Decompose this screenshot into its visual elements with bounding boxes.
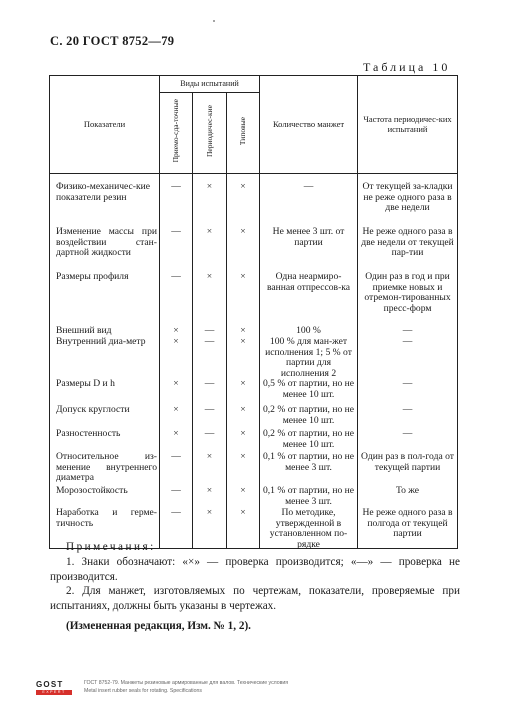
acceptance-mark: — <box>171 226 181 237</box>
type-mark: × <box>240 325 246 336</box>
acceptance-mark: × <box>173 325 179 336</box>
periodic-mark: — <box>204 378 215 389</box>
col-header-type <box>227 93 260 174</box>
indicator-cell: Внешний вид <box>56 325 112 336</box>
note-2: 2. Для манжет, изготовляемых по чертежам, показатели, проверяемые при испытаниях, должны быть указаны в чертежах. <box>50 585 460 613</box>
table-caption: Таблица 10 <box>363 60 451 74</box>
type-mark: × <box>240 404 246 415</box>
col-header-periodic-label: Периодичес-кие <box>204 105 214 158</box>
type-column <box>227 174 260 549</box>
note-1: 1. Знаки обозначают: «×» — проверка производится; «—» — проверка не производится. <box>50 555 460 583</box>
acceptance-mark: — <box>171 507 181 518</box>
indicator-cell: Допуск круглости <box>56 404 130 415</box>
test-table <box>49 75 458 549</box>
footer-title-ru: ГОСТ 8752-79. Манжеты резиновые армированные для валов. Технические условия <box>84 680 289 686</box>
amendment-note: (Измененная редакция, Изм. № 1, 2). <box>66 619 251 632</box>
indicator-cell: Относительное из-менение внутреннего диаметра <box>56 451 157 484</box>
col-header-indicators: Показатели <box>50 76 160 174</box>
indicator-cell: Разностенность <box>56 428 121 439</box>
indicator-cell: Изменение массы при воздействии стан-дартной жидкости <box>56 226 157 259</box>
periodic-mark: — <box>204 336 215 347</box>
indicator-cell: Морозостойкость <box>56 485 128 496</box>
periodic-column <box>193 174 227 549</box>
acceptance-mark: — <box>171 181 181 192</box>
quantity-cell: 0,2 % от партии, но не менее 10 шт. <box>262 428 355 450</box>
frequency-column <box>358 174 458 549</box>
gost-logo-text: GOST <box>36 680 64 689</box>
periodic-mark: — <box>204 325 215 336</box>
col-header-test-types: Виды испытаний <box>160 76 260 93</box>
type-mark: × <box>240 271 246 282</box>
expert-logo-bar: EXPERT <box>36 690 72 695</box>
table-body-row <box>50 174 458 549</box>
frequency-cell: Не реже одного раза в полгода от текущей партии <box>362 507 453 540</box>
quantity-cell: Одна неармиро-ванная отпрессов-ка <box>266 271 351 293</box>
indicator-cell: Размеры профиля <box>56 271 129 282</box>
acceptance-mark: × <box>173 404 179 415</box>
acceptance-mark: — <box>171 451 181 462</box>
notes-title: Примечания: <box>66 541 156 553</box>
frequency-cell: То же <box>395 485 420 496</box>
page-title: С. 20 ГОСТ 8752—79 <box>50 34 175 48</box>
type-mark: × <box>240 378 246 389</box>
col-header-acceptance <box>160 93 193 174</box>
quantity-cell: 0,5 % от партии, но не менее 10 шт. <box>262 378 355 400</box>
acceptance-mark: — <box>171 271 181 282</box>
col-header-periodic <box>193 93 227 174</box>
type-mark: × <box>240 226 246 237</box>
notes-section <box>50 540 460 634</box>
periodic-mark: × <box>206 507 213 518</box>
indicator-column <box>50 174 160 549</box>
col-header-acceptance-label: Приемо-сда-точные <box>171 99 181 163</box>
quantity-cell: 100 % <box>296 325 321 336</box>
type-mark: × <box>240 451 246 462</box>
frequency-cell: — <box>402 325 413 336</box>
quantity-cell: Не менее 3 шт. от партии <box>272 226 345 248</box>
scan-artifact-dot <box>213 20 215 22</box>
footer-title-en: Metal insert rubber seals for rotating. Specifications <box>84 687 202 694</box>
acceptance-column <box>160 174 193 549</box>
col-header-frequency: Частота периодичес-ких испытаний <box>358 76 458 174</box>
type-mark: × <box>240 336 246 347</box>
type-mark: × <box>240 507 246 518</box>
frequency-cell: Не реже одного раза в две недели от текущей пар-тии <box>361 226 454 259</box>
periodic-mark: — <box>204 404 215 415</box>
periodic-mark: — <box>204 428 215 439</box>
indicator-cell: Внутренний диа-метр <box>56 336 146 347</box>
periodic-mark: × <box>206 271 213 282</box>
frequency-cell: Один раз в пол-года от текущей партии <box>361 451 454 473</box>
acceptance-mark: × <box>173 378 179 389</box>
frequency-cell: — <box>402 428 413 439</box>
quantity-column <box>260 174 358 549</box>
frequency-cell: — <box>402 378 413 389</box>
indicator-cell: Наработка и гермe-тичность <box>56 507 157 529</box>
frequency-cell: От текущей за-кладки не реже одного раза в две недели <box>362 181 453 214</box>
col-header-type-label: Типовые <box>238 117 248 146</box>
acceptance-mark: × <box>173 336 179 347</box>
acceptance-mark: — <box>171 485 181 496</box>
quantity-cell: 0,1 % от партии, но не менее 3 шт. <box>262 485 355 507</box>
quantity-cell: 0,2 % от партии, но не менее 10 шт. <box>262 404 355 426</box>
frequency-cell: Один раз в год и при приемке новых и отремон-тированных пресс-форм <box>364 271 451 315</box>
type-mark: × <box>240 485 246 496</box>
indicator-cell: Физико-механичес-кие показатели резин <box>56 181 151 203</box>
footer-text <box>84 680 464 695</box>
type-mark: × <box>240 428 246 439</box>
frequency-cell: — <box>402 404 413 415</box>
periodic-mark: × <box>206 451 213 462</box>
acceptance-mark: × <box>173 428 179 439</box>
quantity-cell: 0,1 % от партии, но не менее 3 шт. <box>262 451 355 473</box>
quantity-cell: По методике, утвержденной в установленном по-рядке <box>269 507 348 551</box>
col-header-quantity: Количество манжет <box>260 76 358 174</box>
type-mark: × <box>240 181 246 192</box>
periodic-mark: × <box>206 226 213 237</box>
quantity-cell: 100 % для ман-жет исполнения 1; 5 % от партии для исполнения 2 <box>265 336 352 380</box>
periodic-mark: × <box>206 181 213 192</box>
quantity-cell: — <box>303 181 314 192</box>
frequency-cell: — <box>402 336 413 347</box>
indicator-cell: Размеры D и h <box>56 378 115 389</box>
periodic-mark: × <box>206 485 213 496</box>
